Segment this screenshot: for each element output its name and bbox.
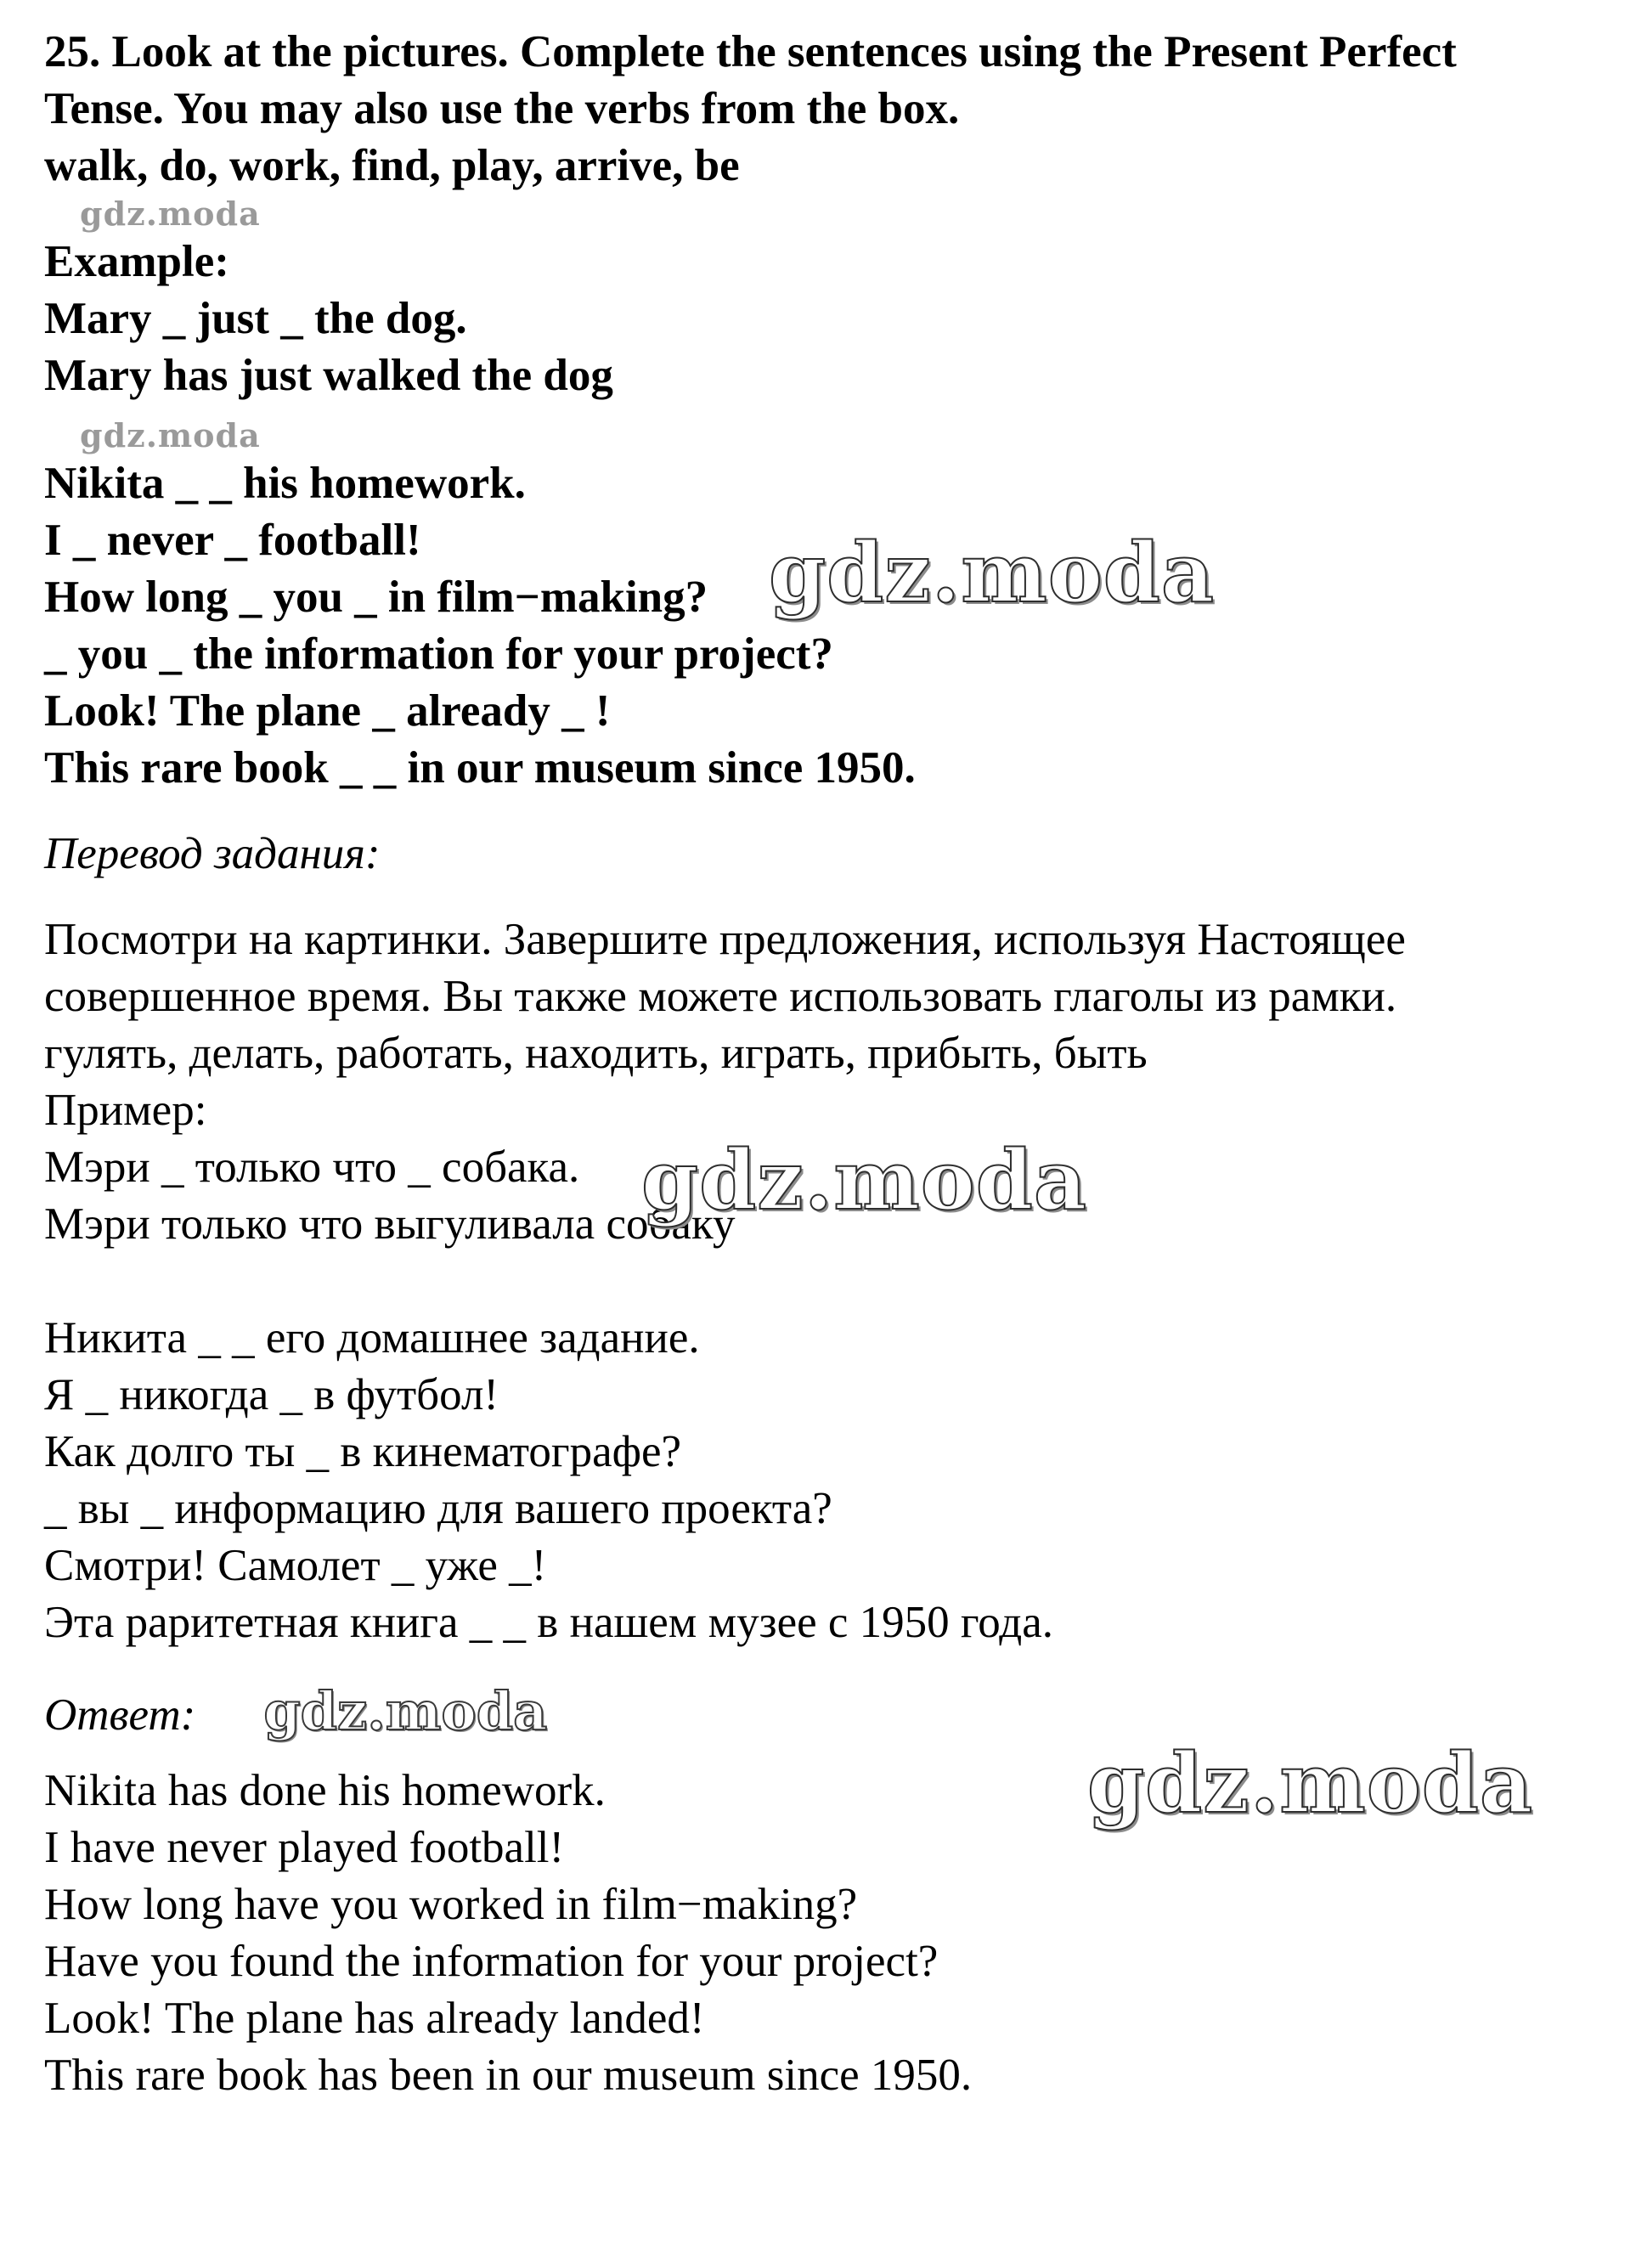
exercise-sentence: Nikita _ _ his homework. [44, 459, 526, 508]
answer-line: I have never played football! [44, 1823, 565, 1872]
watermark-large-3: gdz.moda [1087, 1735, 1534, 1831]
exercise-sentence: How long _ you _ in film−making? [44, 573, 708, 622]
answer-line: Have you found the information for your project? [44, 1937, 939, 1986]
translation-line: Пример: [44, 1086, 207, 1135]
example-answer: Mary has just walked the dog [44, 351, 613, 400]
exercise-sentence: I _ never _ football! [44, 516, 421, 565]
watermark-small-1: gdz.moda [80, 195, 261, 233]
translation-line: Мэри _ только что _ собака. [44, 1142, 580, 1192]
translation-sentence: Я _ никогда _ в футбол! [44, 1370, 499, 1419]
exercise-sentence: This rare book _ _ in our museum since 1950. [44, 743, 916, 793]
example-label: Example: [44, 237, 229, 286]
watermark-inline: gdz.moda [263, 1680, 548, 1742]
translation-line: гулять, делать, работать, находить, играть, прибыть, быть [44, 1029, 1148, 1078]
example-sentence: Mary _ just _ the dog. [44, 294, 467, 343]
answer-header [44, 1680, 1607, 1744]
translation-sentence: Никита _ _ его домашнее задание. [44, 1313, 700, 1362]
exercise-sentence: _ you _ the information for your project? [44, 629, 833, 679]
answer-label: Ответ: [44, 1690, 196, 1740]
watermark-large-2: gdz.moda [641, 1132, 1088, 1228]
watermark-large-1: gdz.moda [769, 525, 1216, 621]
translation-sentence: Эта раритетная книга _ _ в нашем музее с 1950 года. [44, 1598, 1054, 1647]
task-heading-line-2: Tense. You may also use the verbs from the box. [44, 84, 960, 133]
translation-sentence: _ вы _ информацию для вашего проекта? [44, 1484, 832, 1533]
translation-sentence: Смотри! Самолет _ уже _! [44, 1541, 547, 1590]
translation-line: Посмотри на картинки. Завершите предложения, используя Настоящее [44, 915, 1406, 964]
translation-line: Мэри только что выгуливала собаку [44, 1199, 736, 1249]
answer-line: Nikita has done his homework. [44, 1766, 606, 1815]
watermark-small-2: gdz.moda [80, 416, 261, 454]
answer-line: How long have you worked in film−making? [44, 1880, 858, 1929]
translation-label: Перевод задания: [44, 829, 381, 878]
task-heading-line-1: 25. Look at the pictures. Complete the sentences using the Present Perfect [44, 27, 1457, 76]
translation-sentence: Как долго ты _ в кинематографе? [44, 1427, 682, 1476]
answer-line: Look! The plane has already landed! [44, 1994, 705, 2043]
translation-line: совершенное время. Вы также можете использовать глаголы из рамки. [44, 972, 1397, 1021]
answer-line: This rare book has been in our museum since 1950. [44, 2051, 973, 2100]
exercise-sentence: Look! The plane _ already _ ! [44, 686, 611, 736]
verbs-box: walk, do, work, find, play, arrive, be [44, 141, 740, 190]
